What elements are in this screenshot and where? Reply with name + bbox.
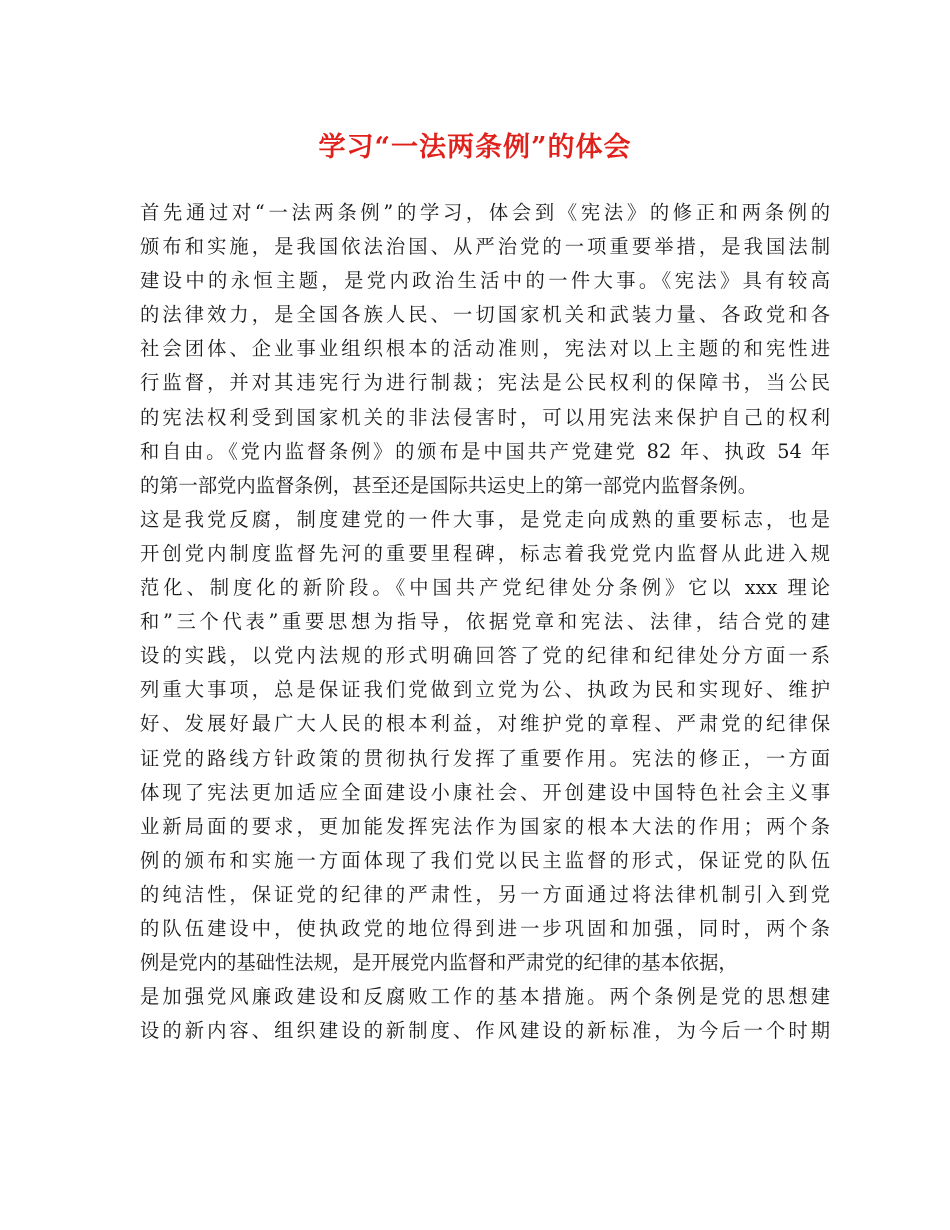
body-line: 建设中的永恒主题，是党内政治生活中的一件大事。《宪法》具有较高 (140, 269, 830, 293)
body-line: 列重大事项，总是保证我们党做到立党为公、执政为民和实现好、维护 (140, 678, 830, 702)
body-line: 的队伍建设中，使执政党的地位得到进一步巩固和加强，同时，两个条 (140, 916, 830, 940)
body-line: 社会团体、企业事业组织根本的活动准则，宪法对以上主题的和宪性进 (140, 337, 830, 361)
body-line: 行监督，并对其违宪行为进行制裁；宪法是公民权利的保障书，当公民 (140, 371, 830, 395)
body-line: 例的颁布和实施一方面体现了我们党以民主监督的形式，保证党的队伍 (140, 848, 830, 872)
body-line: 和自由。《党内监督条例》的颁布是中国共产党建党 82 年、执政 54 年 (140, 439, 830, 463)
body-line: 这是我党反腐，制度建党的一件大事，是党走向成熟的重要标志，也是 (140, 507, 830, 531)
body-line: 设的新内容、组织建设的新制度、作风建设的新标准，为今后一个时期 (140, 1019, 830, 1043)
body-line: 开创党内制度监督先河的重要里程碑，标志着我党党内监督从此进入规 (140, 541, 830, 565)
body-line: 的纯洁性，保证党的纪律的严肃性，另一方面通过将法律机制引入到党 (140, 882, 830, 906)
body-line: 的第一部党内监督条例，甚至还是国际共运史上的第一部党内监督条例。 (140, 473, 757, 497)
body-line: 证党的路线方针政策的贯彻执行发挥了重要作用。宪法的修正，一方面 (140, 746, 830, 770)
body-line: 是加强党风廉政建设和反腐败工作的基本措施。两个条例是党的思想建 (140, 985, 830, 1009)
body-line: 体现了宪法更加适应全面建设小康社会、开创建设中国特色社会主义事 (140, 780, 830, 804)
body-line: 例是党内的基础性法规，是开展党内监督和严肃党的纪律的基本依据， (140, 951, 738, 975)
body-line: 好、发展好最广大人民的根本利益，对维护党的章程、严肃党的纪律保 (140, 712, 830, 736)
document-title: 学习“一法两条例”的体会 (318, 132, 632, 163)
body-line: 设的实践，以党内法规的形式明确回答了党的纪律和纪律处分方面一系 (140, 644, 830, 668)
body-line: 的法律效力，是全国各族人民、一切国家机关和武装力量、各政党和各 (140, 303, 830, 327)
body-line: 首先通过对“一法两条例”的学习，体会到《宪法》的修正和两条例的 (140, 201, 830, 224)
body-line: 范化、制度化的新阶段。《中国共产党纪律处分条例》它以 xxx 理论 (140, 576, 830, 600)
body-line: 颁布和实施，是我国依法治国、从严治党的一项重要举措，是我国法制 (140, 235, 830, 259)
body-line: 的宪法权利受到国家机关的非法侵害时，可以用宪法来保护自己的权利 (140, 405, 830, 429)
body-line: 业新局面的要求，更加能发挥宪法作为国家的根本大法的作用；两个条 (140, 814, 830, 838)
document-body (140, 196, 830, 1048)
body-line: 和”三个代表”重要思想为指导，依据党章和宪法、法律，结合党的建 (140, 610, 830, 634)
